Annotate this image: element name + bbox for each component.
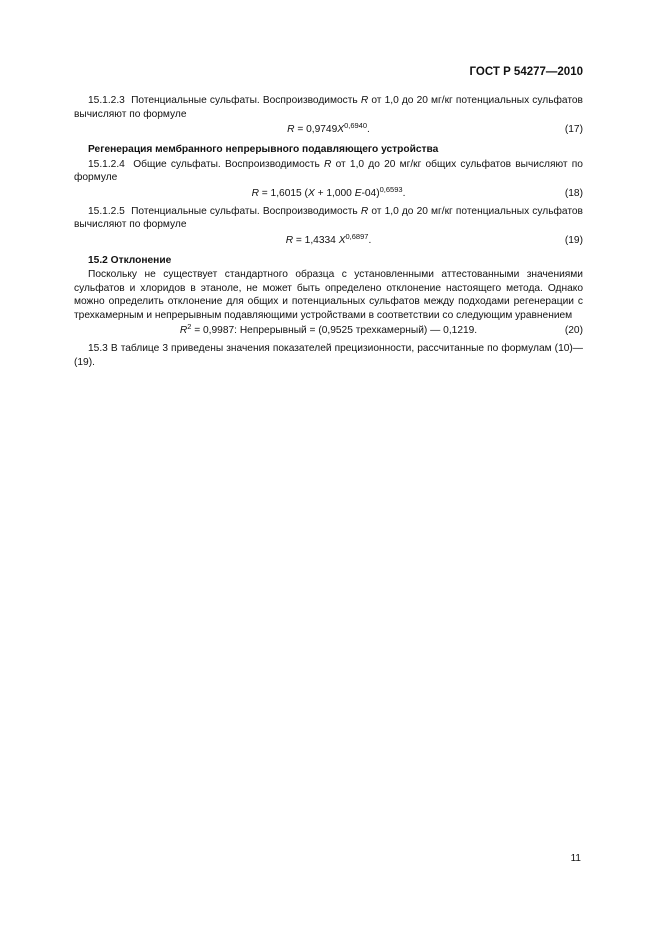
clause-number: 15.1.2.3 — [88, 95, 125, 106]
formula-number: (18) — [564, 187, 583, 199]
formula-variable: R — [179, 325, 188, 336]
clause-text: от 1,0 до 20 мг/кг общих сульфатов вычисляют по формуле — [74, 158, 583, 183]
clause-text: от 1,0 до 20 мг/кг потенциальных сульфатов вычисляют по формуле — [74, 205, 583, 230]
clause-number: 15.1.2.4 — [88, 158, 125, 170]
variable-r: R — [324, 158, 332, 170]
formula-text: -04) — [361, 187, 380, 199]
variable-r: R — [360, 205, 369, 217]
formula-number: (19) — [564, 234, 583, 246]
formula-text: = 0,9749 — [297, 124, 338, 135]
formula-19 — [74, 231, 583, 248]
formula-e: E — [354, 187, 362, 199]
clause-text: Потенциальные сульфаты. Воспроизводимость — [131, 95, 358, 106]
clause-15-1-2-4 — [74, 158, 583, 185]
formula-exponent: 0,6940 — [344, 121, 368, 130]
formula-period: . — [402, 187, 406, 199]
formula-variable: R — [251, 187, 259, 199]
formula-exponent: 2 — [187, 322, 192, 331]
formula-x: X — [337, 124, 345, 135]
page-number: 11 — [570, 853, 581, 864]
formula-text: = 1,4334 — [295, 234, 336, 246]
formula-exponent: 0,6593 — [379, 184, 403, 194]
section-heading-deviation: 15.2 Отклонение — [88, 254, 172, 266]
clause-number: 15.1.2.5 — [88, 205, 125, 217]
formula-variable: R — [285, 234, 294, 246]
formula-period: . — [367, 124, 370, 135]
formula-exponent: 0,6897 — [345, 231, 369, 241]
formula-text: = 0,9987: Непрерывный = (0,9525 трехкамерный) — 0,1219. — [194, 325, 478, 336]
clause-15-1-2-5 — [74, 205, 583, 232]
clause-15-1-2-3 — [74, 94, 583, 121]
formula-x: X — [338, 234, 346, 246]
formula-period: . — [368, 234, 372, 246]
clause-15-3: 15.3 В таблице 3 приведены значения показателей прецизионности, рассчитанные по формулам (10)—(19). — [74, 343, 583, 368]
formula-18 — [74, 184, 583, 201]
page-content — [74, 94, 583, 369]
formula-number: (20) — [564, 325, 583, 336]
formula-17 — [74, 123, 583, 137]
formula-number: (17) — [564, 124, 583, 135]
clause-text: Общие сульфаты. Воспроизводимость — [133, 158, 320, 170]
clause-text: от 1,0 до 20 мг/кг потенциальных сульфатов вычисляют по формуле — [74, 95, 583, 120]
document-code: ГОСТ Р 54277—2010 — [469, 66, 583, 78]
clause-text: Потенциальные сульфаты. Воспроизводимость — [131, 205, 358, 217]
formula-text: = 1,6015 ( — [261, 187, 308, 199]
formula-20 — [74, 324, 583, 338]
formula-x: X — [307, 187, 315, 199]
formula-variable: R — [287, 124, 295, 135]
deviation-paragraph: Поскольку не существует стандартного образца с установленными аттестованными значениями сульфатов и хлоридов в этаноле, не может быть определено отклонение настоящего метода. Однако можно определить отклонение для общих и потенциальных сульфатов между подходами регенерации с трехкамерным и непрерывным подавляющими устройствами в соответствии со следующим уравнением — [74, 269, 583, 321]
variable-r: R — [360, 95, 369, 106]
formula-text: + 1,000 — [317, 187, 352, 199]
subheading-membrane: Регенерация мембранного непрерывного подавляющего устройства — [88, 144, 439, 155]
